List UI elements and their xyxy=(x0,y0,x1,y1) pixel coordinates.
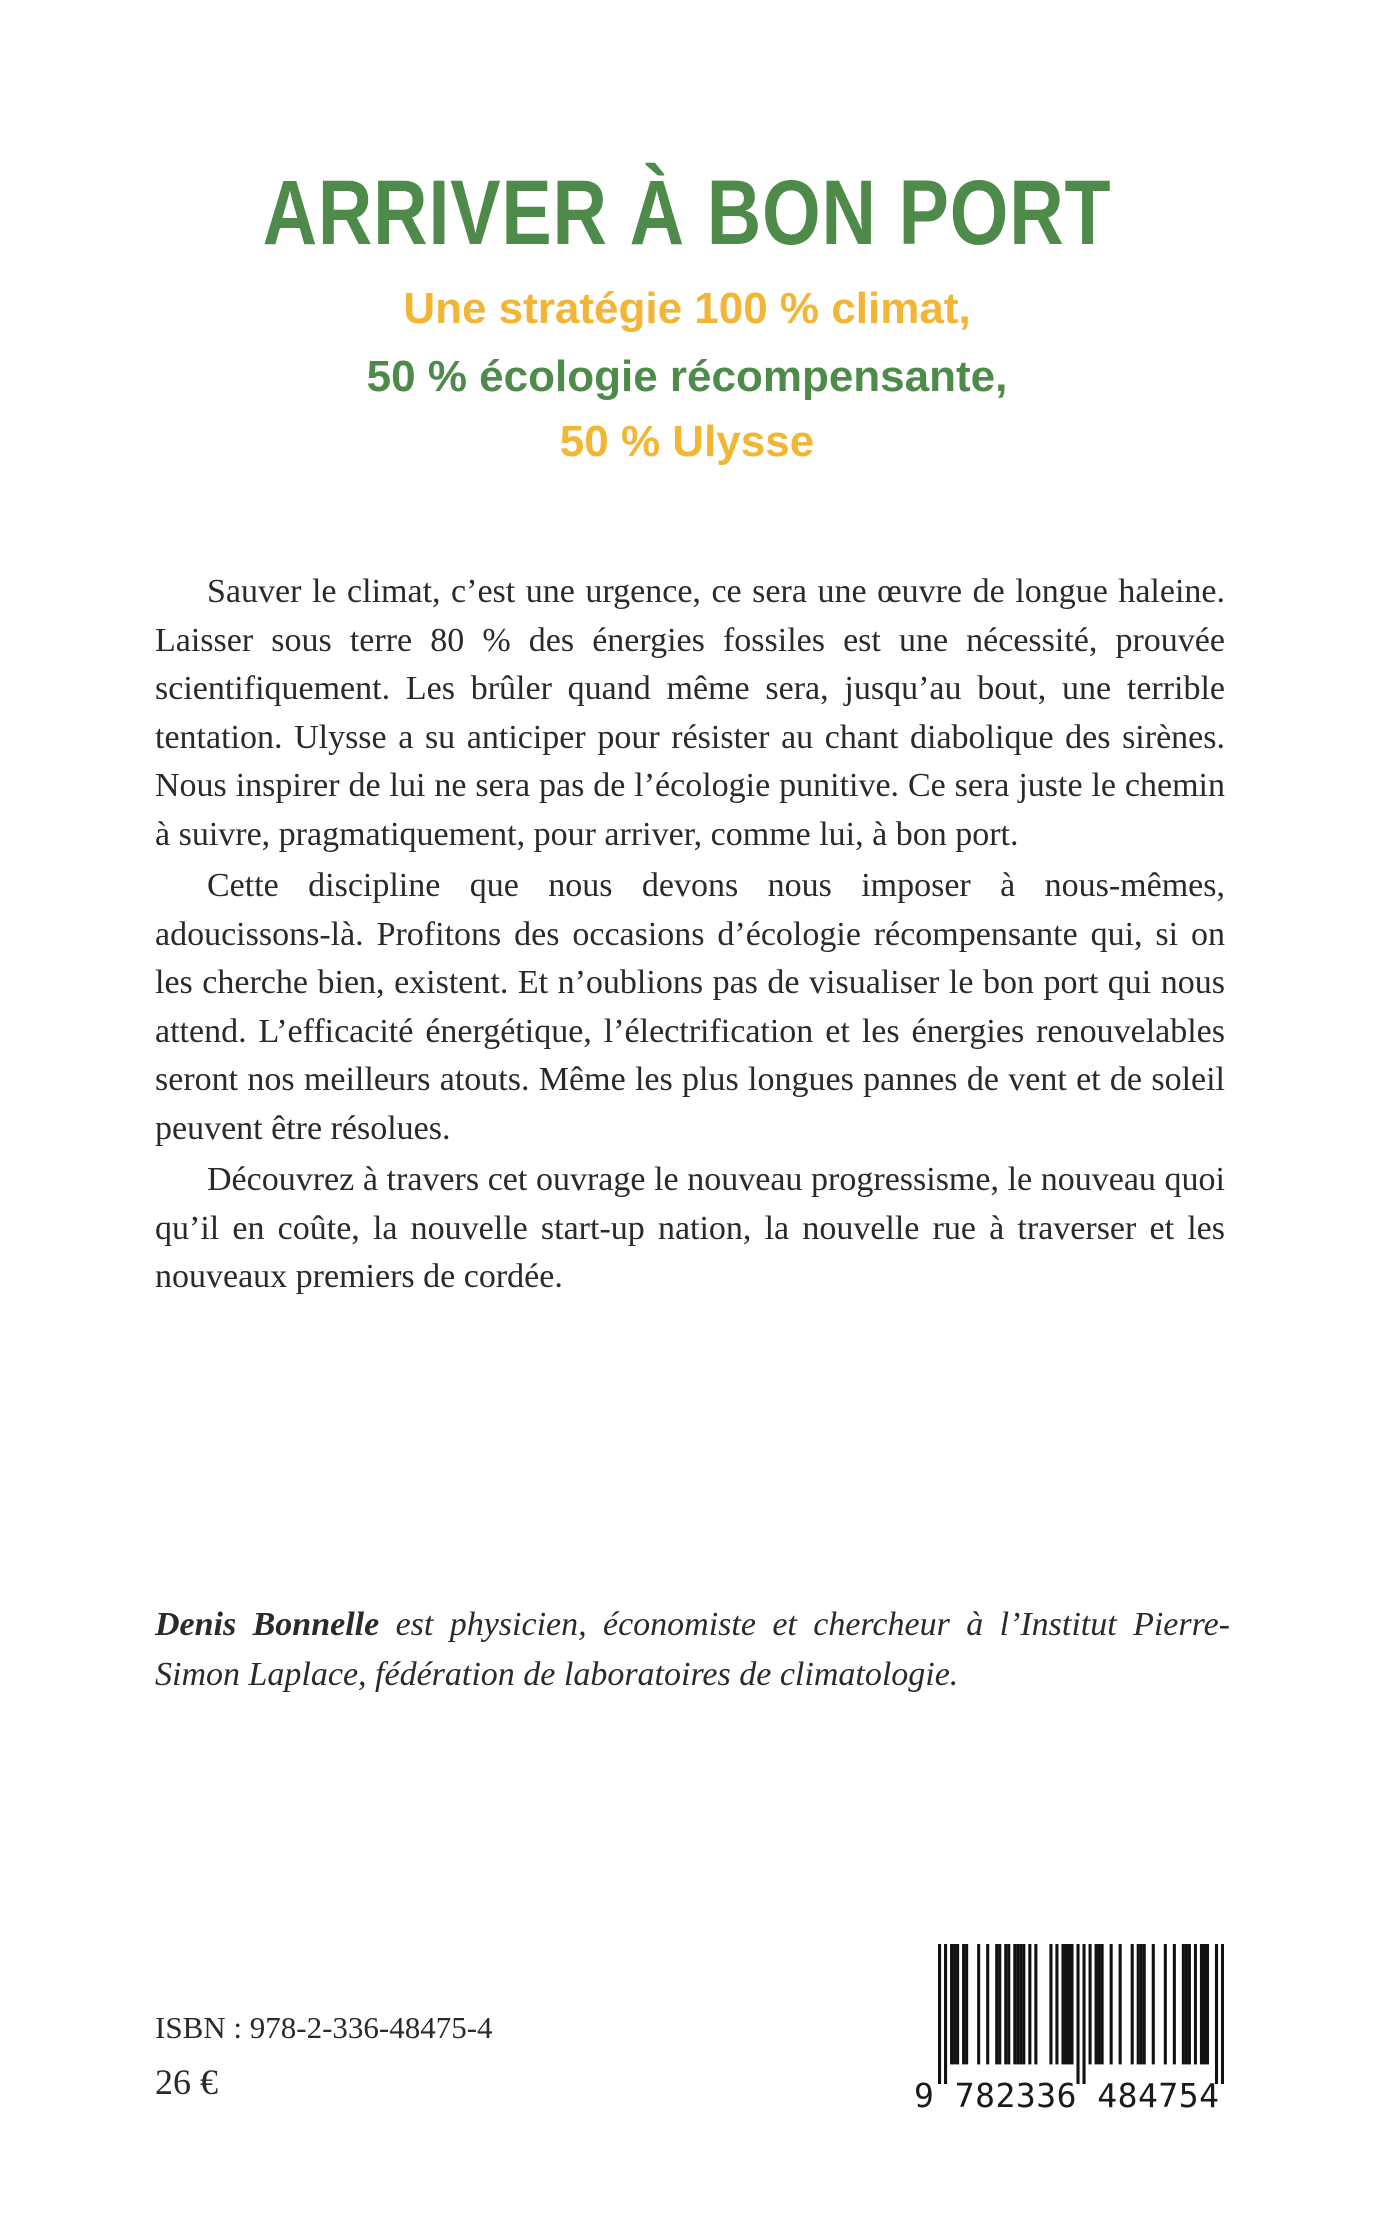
barcode-bar xyxy=(1215,1944,1218,2084)
barcode-bar xyxy=(1206,1944,1209,2064)
barcode-bar xyxy=(1119,1944,1122,2064)
barcode-bar xyxy=(1131,1944,1134,2064)
barcode-bar xyxy=(1034,1944,1037,2064)
barcode-bar xyxy=(1137,1944,1140,2064)
barcode-bar xyxy=(1067,1944,1070,2064)
barcode-bar xyxy=(986,1944,989,2064)
barcode-bar xyxy=(1110,1944,1113,2064)
author-name: Denis Bonnelle xyxy=(155,1606,380,1643)
barcode-bar xyxy=(950,1944,953,2064)
subtitle-line-2: 50 % écologie récompensante, xyxy=(366,352,1008,401)
barcode-bar xyxy=(953,1944,956,2064)
subtitle-line-1: Une stratégie 100 % climat, xyxy=(403,284,971,333)
barcode-bar xyxy=(1070,1944,1073,2064)
blurb-paragraph-3: Découvrez à travers cet ouvrage le nouveau progressisme, le nouveau quoi qu’il en coûte, la nouvelle start-up nation, la nouvelle rue à traverser et les nouveaux premiers de cordée. xyxy=(155,1161,1225,1295)
barcode-bar xyxy=(1049,1944,1052,2064)
barcode-bar xyxy=(998,1944,1001,2064)
barcode-bar xyxy=(962,1944,965,2064)
barcode xyxy=(914,1944,1224,2120)
barcode-bar xyxy=(1221,1944,1224,2084)
barcode-bar xyxy=(1064,1944,1067,2064)
barcode-bar xyxy=(1007,1944,1010,2064)
barcode-bar xyxy=(944,1944,947,2084)
barcode-bar xyxy=(1182,1944,1185,2064)
barcode-bar xyxy=(1083,1944,1086,2084)
barcode-bar xyxy=(1203,1944,1206,2064)
barcode-bar xyxy=(1143,1944,1146,2064)
barcode-bar xyxy=(1185,1944,1188,2064)
author-description: est physicien, économiste et chercheur à l’Institut Pierre-Simon Laplace, fédération de laboratoires de climatologie. xyxy=(155,1606,1230,1693)
barcode-bar xyxy=(1095,1944,1098,2064)
isbn: ISBN : 978-2-336-48475-4 xyxy=(155,2010,493,2045)
barcode-bar xyxy=(1004,1944,1007,2064)
barcode-bar xyxy=(1013,1944,1016,2064)
barcode-bar xyxy=(1061,1944,1064,2064)
blurb-paragraph-2: Cette discipline que nous devons nous imposer à nous-mêmes, adoucissons-là. Profitons des occasions d’écologie récompensante qui, si on les cherche bien, existent. Et n’oublions pas de visualiser le bon port qui nous attend. L’efficacité énergétique, l’électrification et les énergies renouvelables seront nos meilleurs atouts. Même les plus longues pannes de vent et de soleil peuvent être résolues. xyxy=(155,867,1225,1147)
barcode-bar xyxy=(938,1944,941,2084)
barcode-bar xyxy=(1016,1944,1019,2064)
barcode-bar xyxy=(1152,1944,1155,2064)
barcode-bar xyxy=(1188,1944,1191,2064)
blurb-paragraph-1: Sauver le climat, c’est une urgence, ce sera une œuvre de longue haleine. Laisser sous terre 80 % des énergies fossiles est une nécessité, prouvée scientifiquement. Les brûler quand même sera, jusqu’au bout, une terrible tentation. Ulysse a su anticiper pour résister au chant diabolique des sirènes. Nous inspirer de lui ne sera pas de l’écologie punitive. Ce sera juste le chemin à suivre, pragmatiquement, pour arriver, comme lui, à bon port. xyxy=(155,573,1225,853)
barcode-bar xyxy=(977,1944,980,2064)
barcode-bar xyxy=(1200,1944,1203,2064)
book-title: ARRIVER À BON PORT xyxy=(262,162,1112,264)
barcode-bar xyxy=(1173,1944,1176,2064)
barcode-bar xyxy=(1076,1944,1079,2084)
price: 26 € xyxy=(155,2062,218,2102)
barcode-bar xyxy=(1089,1944,1092,2064)
barcode-bars xyxy=(938,1944,1224,2084)
barcode-digits: 9 782336 484754 xyxy=(914,2076,1220,2115)
barcode-bar xyxy=(1019,1944,1022,2064)
barcode-bar xyxy=(1194,1944,1197,2064)
author-bio xyxy=(155,1600,1230,1700)
barcode-bar xyxy=(956,1944,959,2064)
barcode-bar xyxy=(1055,1944,1058,2064)
barcode-bar xyxy=(1164,1944,1167,2064)
barcode-bar xyxy=(1028,1944,1031,2064)
blurb xyxy=(155,568,1225,1305)
subtitle-line-3: 50 % Ulysse xyxy=(559,417,815,466)
barcode-bar xyxy=(995,1944,998,2064)
barcode-bar xyxy=(1022,1944,1025,2064)
barcode-bar xyxy=(965,1944,968,2064)
barcode-bar xyxy=(1098,1944,1101,2064)
barcode-bar xyxy=(1140,1944,1143,2064)
barcode-bar xyxy=(1101,1944,1104,2064)
